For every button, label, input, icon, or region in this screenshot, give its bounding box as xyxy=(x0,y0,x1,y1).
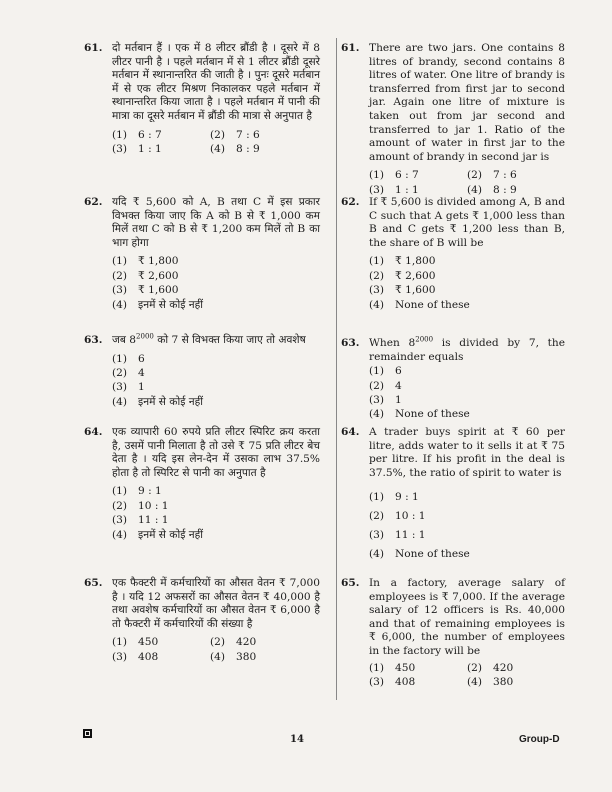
option-3[interactable]: (3) 408 xyxy=(112,650,159,663)
option-1[interactable]: (1) 450 xyxy=(112,636,159,649)
option-2[interactable]: (2) 420 xyxy=(467,661,514,674)
question-number: 62. xyxy=(341,196,360,208)
question-number: 61. xyxy=(341,42,360,54)
question-text: जब $8^{2000}$ को 7 से विभक्त किया जाए तो अवशेष xyxy=(112,332,306,346)
options xyxy=(369,168,565,197)
options xyxy=(369,364,565,422)
question-65-english xyxy=(341,577,565,689)
option-2[interactable]: (2) ₹ 2,600 xyxy=(112,269,179,282)
question-text: दो मर्तबान हैं । एक में 8 लीटर ब्रौंडी है । दूसरे में 8 लीटर पानी है । पहले मर्तबान में से 1 लीटर ब्रौंडी दूसरे मर्तबान में स्थानान्तरित की जाती है । पुनः दूसरे मर्तबान में से एक लीटर मिश्रण निकालकर पहले मर्तबान में स्थानान्तरित किया जाता है । पहले मर्तबान में पानी की मात्रा का दूसरे मर्तबान में ब्रौंडी की मात्रा से अनुपात है xyxy=(112,42,320,122)
group-label: Group-D xyxy=(519,734,560,745)
question-number: 61. xyxy=(84,42,103,54)
question-number: 65. xyxy=(84,577,103,589)
question-number: 64. xyxy=(84,426,103,438)
option-4[interactable]: (4) 8 : 9 xyxy=(210,142,260,155)
options xyxy=(369,661,565,690)
question-65-hindi xyxy=(84,577,320,664)
option-1[interactable]: (1) 9 : 1 xyxy=(112,485,162,498)
question-63-english xyxy=(341,337,565,422)
option-1[interactable]: (1) 9 : 1 xyxy=(369,491,419,504)
option-1[interactable]: (1) 6 xyxy=(112,352,145,365)
option-4[interactable]: (4) None of these xyxy=(369,408,470,421)
option-4[interactable]: (4) 380 xyxy=(467,675,514,688)
question-62-hindi xyxy=(84,196,320,312)
question-text: A trader buys spirit at ₹ 60 per litre, adds water to it sells it at ₹ 75 per litre. If his profit in the deal is 37.5%, the ratio of spirit to water is xyxy=(369,426,565,479)
option-3[interactable]: (3) 1 xyxy=(369,394,402,406)
option-2[interactable]: (2) ₹ 2,600 xyxy=(369,269,436,282)
option-4[interactable]: (4) 8 : 9 xyxy=(467,183,517,196)
question-number: 63. xyxy=(341,337,360,349)
option-1[interactable]: (1) ₹ 1,800 xyxy=(112,255,179,268)
option-1[interactable]: (1) 6 : 7 xyxy=(112,128,162,141)
column-divider xyxy=(336,38,337,700)
question-text: यदि ₹ 5,600 को A, B तथा C में इस प्रकार विभक्त किया जाए कि A को B से ₹ 1,000 कम मिलें तथा C को B से ₹ 1,200 कम मिलें तो B का भाग होगा xyxy=(112,196,320,249)
options xyxy=(369,254,565,312)
option-2[interactable]: (2) 7 : 6 xyxy=(467,169,517,182)
option-4[interactable]: (4) इनमें से कोई नहीं xyxy=(112,395,204,408)
question-text: In a factory, average salary of employees is ₹ 7,000. If the average salary of 12 officers is Rs. 40,000 and that of remaining employees is ₹ 6,000, the number of employees in the factory will be xyxy=(369,577,565,657)
footer-square-icon xyxy=(83,729,92,738)
question-61-english xyxy=(341,42,565,197)
option-3[interactable]: (3) ₹ 1,600 xyxy=(112,284,179,297)
option-2[interactable]: (2) 420 xyxy=(210,636,257,649)
question-text: When $8^{2000}$ is divided by 7, the remainder equals xyxy=(369,335,565,363)
question-text: एक फैक्टरी में कर्मचारियों का औसत वेतन ₹ 7,000 है । यदि 12 अफसरों का औसत वेतन ₹ 40,000 है तथा अवशेष कर्मचारियों का औसत वेतन ₹ 6,000 है तो फैक्टरी में कर्मचारियों की संख्या है xyxy=(112,577,320,630)
question-64-hindi xyxy=(84,426,320,542)
options xyxy=(112,128,320,157)
exponent: 2000 xyxy=(136,332,154,341)
option-3[interactable]: (3) 11 : 1 xyxy=(112,514,169,527)
option-3[interactable]: (3) 408 xyxy=(369,675,416,688)
exponent: 2000 xyxy=(415,335,434,344)
option-4[interactable]: (4) इनमें से कोई नहीं xyxy=(112,528,204,541)
question-61-hindi xyxy=(84,42,320,156)
option-4[interactable]: (4) None of these xyxy=(369,298,470,311)
options xyxy=(369,488,565,564)
option-1[interactable]: (1) 6 xyxy=(369,365,402,378)
option-4[interactable]: (4) 380 xyxy=(210,650,257,663)
question-text: एक व्यापारी 60 रुपये प्रति लीटर स्पिरिट क्रय करता है, उसमें पानी मिलाता है तो उसे ₹ 75 प्रति लीटर बेच देता है । यदि इस लेन-देन में उसका लाभ 37.5% होता है तो स्पिरिट से पानी का अनुपात है xyxy=(112,426,320,479)
option-2[interactable]: (2) 7 : 6 xyxy=(210,128,260,141)
option-1[interactable]: (1) ₹ 1,800 xyxy=(369,255,436,268)
question-62-english xyxy=(341,196,565,312)
option-1[interactable]: (1) 6 : 7 xyxy=(369,169,419,182)
option-2[interactable]: (2) 4 xyxy=(112,367,145,379)
question-text: There are two jars. One contains 8 litres of brandy, second contains 8 litres of water. One litre of brandy is transferred from first jar to second jar. Again one litre of mixture is taken out from jar second and transferred to jar 1. Ratio of the amount of water in first jar to the amount of brandy in second jar is xyxy=(369,42,565,163)
option-4[interactable]: (4) इनमें से कोई नहीं xyxy=(112,298,204,311)
option-3[interactable]: (3) 1 xyxy=(112,381,145,394)
question-number: 63. xyxy=(84,334,103,346)
question-64-english xyxy=(341,426,565,564)
option-2[interactable]: (2) 10 : 1 xyxy=(369,510,426,523)
question-63-hindi xyxy=(84,334,320,409)
page-number: 14 xyxy=(290,734,304,745)
option-3[interactable]: (3) 11 : 1 xyxy=(369,529,426,542)
option-2[interactable]: (2) 10 : 1 xyxy=(112,499,169,512)
question-number: 64. xyxy=(341,426,360,438)
option-3[interactable]: (3) 1 : 1 xyxy=(369,183,419,196)
option-3[interactable]: (3) 1 : 1 xyxy=(112,142,162,155)
option-2[interactable]: (2) 4 xyxy=(369,379,402,392)
option-3[interactable]: (3) ₹ 1,600 xyxy=(369,284,436,297)
question-text: If ₹ 5,600 is divided among A, B and C such that A gets ₹ 1,000 less than B and C gets ₹ 1,200 less than B, the share of B will be xyxy=(369,196,565,249)
options xyxy=(112,484,320,542)
question-number: 62. xyxy=(84,196,103,208)
option-4[interactable]: (4) None of these xyxy=(369,548,470,561)
options xyxy=(112,635,320,664)
question-number: 65. xyxy=(341,577,360,589)
options xyxy=(112,352,320,410)
options xyxy=(112,254,320,312)
option-1[interactable]: (1) 450 xyxy=(369,661,416,674)
